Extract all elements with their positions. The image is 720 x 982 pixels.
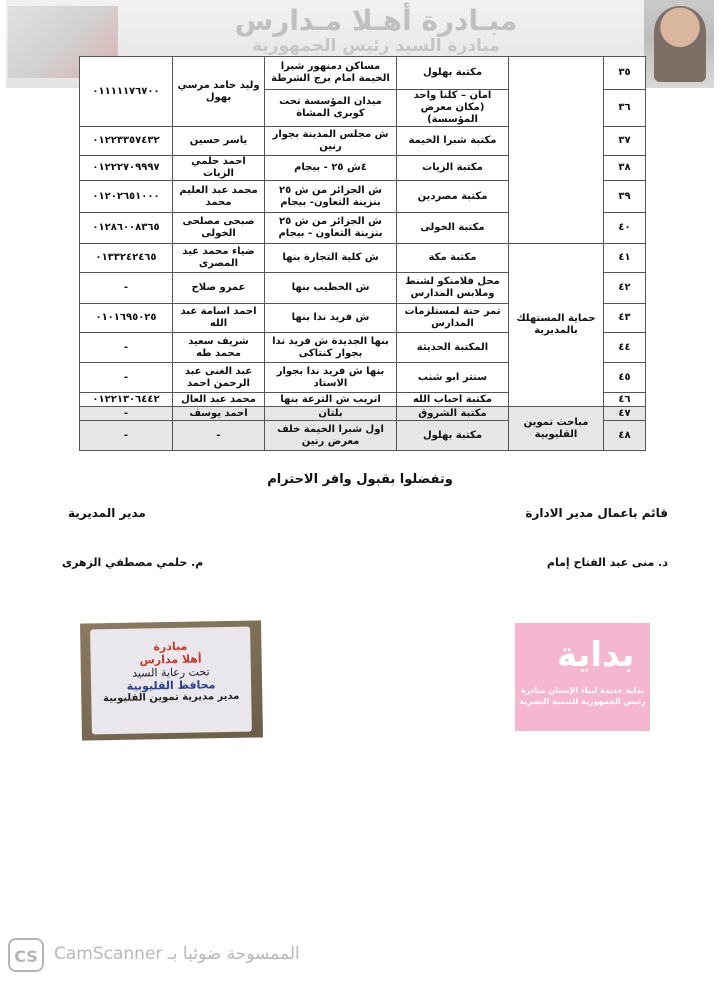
owner-name: محمد عبد العليم محمد bbox=[173, 181, 265, 213]
stamp-paper bbox=[90, 627, 252, 735]
closing-line: وتفضلوا بقبول وافر الاحترام bbox=[267, 472, 453, 487]
owner-name: عمرو صلاح bbox=[173, 273, 265, 304]
address: ش كلية التجارة بنها bbox=[265, 244, 397, 273]
place-name: تمر حنة لمستلزمات المدارس bbox=[397, 304, 509, 333]
place-name: محل فلامنكو لشنط وملابس المدارس bbox=[397, 273, 509, 304]
camscanner-icon: CS bbox=[8, 938, 44, 972]
address: اول شبرا الخيمة خلف معرض رنين bbox=[265, 421, 397, 451]
bedaya-initiative-logo bbox=[515, 623, 650, 731]
place-name: سنتر ابو شنب bbox=[397, 363, 509, 393]
row-number: ٣٨ bbox=[604, 156, 646, 181]
address: ش الجزائر من ش ٢٥ بنزينة التعاون- بيجام bbox=[265, 181, 397, 213]
address: بلتان bbox=[265, 407, 397, 421]
phone-number: ٠١٣٣٢٤٢٤٦٥ bbox=[80, 244, 173, 273]
address: ميدان المؤسسة تحت كوبرى المشاة bbox=[265, 90, 397, 127]
banner-subtitle: مبادرة السيد رئيس الجمهورية bbox=[252, 36, 500, 56]
camscanner-watermark bbox=[8, 936, 348, 974]
phone-number: ٠١١١١١٧٦٧٠٠ bbox=[80, 57, 173, 127]
row-number: ٤١ bbox=[604, 244, 646, 273]
signature-right-name: د. منى عبد الفتاح إمام bbox=[546, 556, 668, 569]
owner-name: صبحى مصلحى الخولى bbox=[173, 213, 265, 244]
row-number: ٣٧ bbox=[604, 127, 646, 156]
place-name: مكتبة شبرا الخيمة bbox=[397, 127, 509, 156]
place-name: مكتبة احباب الله bbox=[397, 393, 509, 407]
address: ش فريد ندا بنها bbox=[265, 304, 397, 333]
address: ٤ش ٢٥ - بيجام bbox=[265, 156, 397, 181]
phone-number: ٠١٢٠٢٦٥١٠٠٠ bbox=[80, 181, 173, 213]
address: ش مجلس المدينة بجوار رنين bbox=[265, 127, 397, 156]
phone-number: - bbox=[80, 363, 173, 393]
place-name: امان – كلنا واحد (مكان معرض المؤسسة) bbox=[397, 90, 509, 127]
camscanner-text: الممسوحة ضوئيا بـ CamScanner bbox=[54, 944, 300, 964]
stores-table bbox=[79, 56, 646, 451]
address: بنها الجديدة ش فريد ندا بجوار كنتاكى bbox=[265, 333, 397, 363]
row-number: ٤٨ bbox=[604, 421, 646, 451]
stamp-line: أهلا مدارس bbox=[139, 652, 202, 667]
owner-name: ضياء محمد عيد المصرى bbox=[173, 244, 265, 273]
phone-number: ٠١٢٨٦٠٠٨٣٦٥ bbox=[80, 213, 173, 244]
initiative-stamp-photo bbox=[80, 620, 263, 740]
address: مساكن دمنهور شبرا الخيمة امام برج الشرطة bbox=[265, 57, 397, 90]
place-name: مكتبة مصردين bbox=[397, 181, 509, 213]
row-number: ٣٦ bbox=[604, 90, 646, 127]
phone-number: - bbox=[80, 421, 173, 451]
owner-name: احمد حلمي الزيات bbox=[173, 156, 265, 181]
owner-name: ياسر حسين bbox=[173, 127, 265, 156]
place-name: مكتبة مكة bbox=[397, 244, 509, 273]
address: اتريب ش الترعة بنها bbox=[265, 393, 397, 407]
phone-number: - bbox=[80, 273, 173, 304]
phone-number: ٠١٢٢٣٣٥٧٤٣٢ bbox=[80, 127, 173, 156]
table-row bbox=[80, 407, 646, 421]
table-row bbox=[80, 244, 646, 273]
row-number: ٤٦ bbox=[604, 393, 646, 407]
owner-name: احمد يوسف bbox=[173, 407, 265, 421]
place-name: مكتبة بهلول bbox=[397, 421, 509, 451]
place-name: مكتبة الزيات bbox=[397, 156, 509, 181]
bedaya-logo-mark: بداية bbox=[557, 635, 635, 675]
owner-name: شريف سعيد محمد طه bbox=[173, 333, 265, 363]
row-number: ٤٣ bbox=[604, 304, 646, 333]
owner-name: - bbox=[173, 421, 265, 451]
phone-number: - bbox=[80, 407, 173, 421]
row-number: ٣٩ bbox=[604, 181, 646, 213]
phone-number: ٠١٢٢١٣٠٦٤٤٢ bbox=[80, 393, 173, 407]
place-name: مكتبة الخولى bbox=[397, 213, 509, 244]
place-name: مكتبة بهلول bbox=[397, 57, 509, 90]
department-cell bbox=[509, 57, 604, 244]
signature-right-title: قائم باعمال مدير الادارة bbox=[525, 506, 668, 520]
department-cell: مباحث تموين القليوبية bbox=[509, 407, 604, 451]
place-name: مكتبة الشروق bbox=[397, 407, 509, 421]
row-number: ٤٤ bbox=[604, 333, 646, 363]
stamp-line: تحت رعاية السيد bbox=[132, 665, 210, 680]
stamp-line: محافظ القليوبية bbox=[126, 678, 216, 693]
owner-name: عبد الغنى عبد الرحمن احمد bbox=[173, 363, 265, 393]
stamp-line: مبادرة bbox=[153, 639, 188, 654]
row-number: ٤٧ bbox=[604, 407, 646, 421]
banner-title: مبـادرة أهـلا مـدارس bbox=[234, 4, 518, 37]
row-number: ٤٥ bbox=[604, 363, 646, 393]
signature-left-name: م. حلمي مصطفي الزهرى bbox=[62, 556, 204, 569]
owner-name: محمد عبد العال bbox=[173, 393, 265, 407]
signature-left-title: مدير المديرية bbox=[68, 506, 146, 520]
phone-number: ٠١٠١٦٩٥٠٢٥ bbox=[80, 304, 173, 333]
phone-number: - bbox=[80, 333, 173, 363]
owner-name: احمد اسامة عبد الله bbox=[173, 304, 265, 333]
row-number: ٣٥ bbox=[604, 57, 646, 90]
owner-name: وليد حامد مرسي بهول bbox=[173, 57, 265, 127]
phone-number: ٠١٢٢٢٧٠٩٩٩٧ bbox=[80, 156, 173, 181]
address: بنها ش فريد ندا بجوار الاستاد bbox=[265, 363, 397, 393]
place-name: المكتبة الحديثة bbox=[397, 333, 509, 363]
address: ش الخطيب بنها bbox=[265, 273, 397, 304]
department-cell: حماية المستهلك بالمديرية bbox=[509, 244, 604, 407]
row-number: ٤٠ bbox=[604, 213, 646, 244]
table-row bbox=[80, 57, 646, 90]
bedaya-logo-text: بداية جديدة لبناء الإنسان مبادرة رئيس الجمهورية للتنمية البشرية bbox=[519, 686, 646, 706]
address: ش الجزائر من ش ٢٥ بنزينة التعاون - بيجام bbox=[265, 213, 397, 244]
stamp-line: مدير مديرية تموين القليوبية bbox=[103, 690, 240, 705]
banner-portrait bbox=[654, 6, 706, 82]
row-number: ٤٢ bbox=[604, 273, 646, 304]
